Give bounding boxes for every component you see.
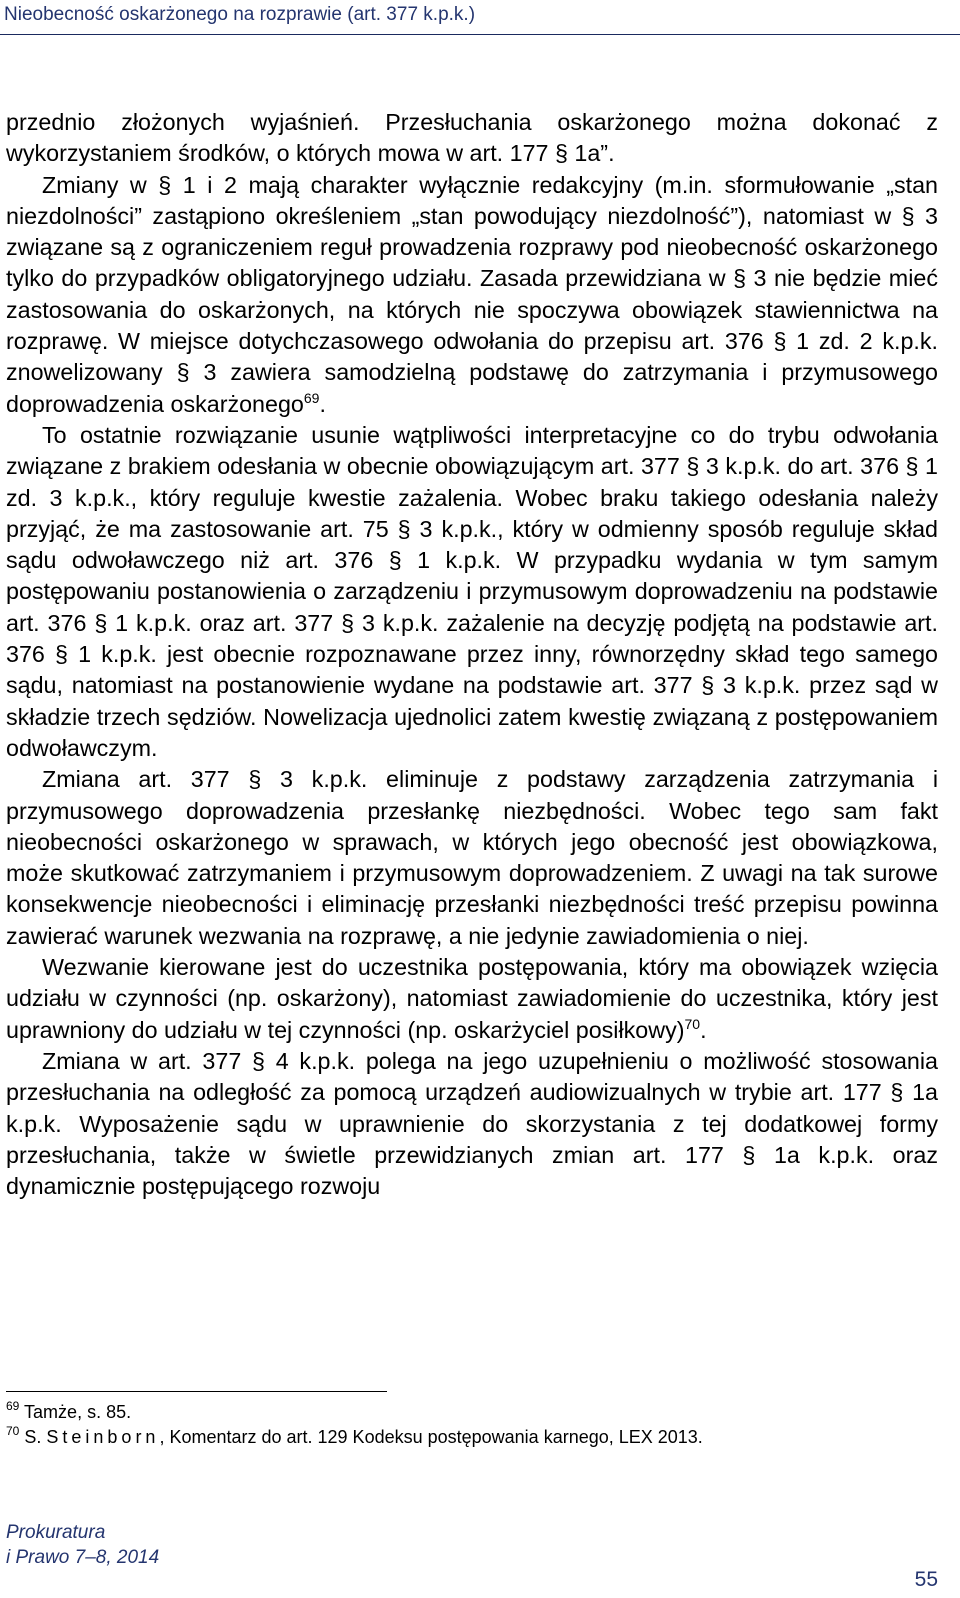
paragraph-2-end: .: [319, 390, 326, 417]
paragraph-5-end: .: [700, 1016, 707, 1043]
body-text: [6, 107, 938, 1202]
footnote-separator: [6, 1391, 387, 1392]
paragraph-3: To ostatnie rozwiązanie usunie wątpliwości interpretacyjne co do trybu odwołania związane z brakiem odesłania w obecnie obowiązującym art. 377 § 3 k.p.k. do art. 376 § 1 zd. 3 k.p.k., który reguluje kwestie zażalenia. Wobec braku takiego odesłania należy przyjąć, że ma zastosowanie art. 75 § 3 k.p.k., który w odmienny sposób reguluje skład sądu odwoławczego niż art. 376 § 1 k.p.k. W przypadku wydania w tym samym postępowaniu postanowienia o zarządzeniu i przymusowym doprowadzeniu na podstawie art. 376 § 1 k.p.k. oraz art. 377 § 3 k.p.k. zażalenie na decyzję podjętą na podstawie art. 376 § 1 k.p.k. jest obecnie rozpoznawane przez inny, równorzędny skład tego samego sądu, natomiast na postanowienie wydane na podstawie art. 377 § 3 k.p.k. przez sąd w składzie trzech sędziów. Nowelizacja ujednolici zatem kwestię związaną z postępowaniem odwoławczym.: [6, 421, 938, 761]
footnote-70-prefix: S.: [24, 1427, 47, 1447]
footnotes: [6, 1400, 938, 1450]
paragraph-6: Zmiana w art. 377 § 4 k.p.k. polega na jego uzupełnieniu o możliwość stosowania przesłuchania na odległość za pomocą urządzeń audiowizualnych w trybie art. 177 § 1a k.p.k. Wyposażenie sądu w uprawnienie do skorzystania z tej dodatkowej formy przesłuchania, także w świetle przewidzianych zmian art. 177 § 1a k.p.k. oraz dynamicznie postępującego rozwoju: [6, 1047, 938, 1200]
paragraph-5: [6, 952, 938, 1046]
footnote-70-number: 70: [6, 1424, 20, 1438]
paragraph-2: [6, 170, 938, 420]
footnote-ref-70: 70: [684, 1015, 701, 1032]
paragraph-1: przednio złożonych wyjaśnień. Przesłuchania oskarżonego można dokonać z wykorzystaniem środków, o których mowa w art. 177 § 1a”.: [6, 109, 938, 167]
running-header: [0, 0, 960, 35]
paragraph-2-text: Zmiany w § 1 i 2 mają charakter wyłącznie redakcyjny (m.in. sformułowanie „stan niezdolności” zastąpiono określeniem „stan powodujący niezdolność”), natomiast w § 3 związane są z ograniczeniem reguł prowadzenia rozprawy pod nieobecność oskarżonego tylko do przypadków obligatoryjnego udziału. Zasada przewidziana w § 3 nie będzie mieć zastosowania do oskarżonych, na których nie spoczywa obowiązek stawiennictwa na rozprawę. W miejsce dotychczasowego odwołania do przepisu art. 376 § 1 zd. 2 k.p.k. znowelizowany § 3 zawiera samodzielną podstawę do zatrzymania i przymusowego doprowadzenia oskarżonego: [6, 171, 938, 417]
footnote-70-author: Steinborn: [46, 1427, 160, 1447]
paragraph-4: Zmiana art. 377 § 3 k.p.k. eliminuje z podstawy zarządzenia zatrzymania i przymusowego doprowadzenia przesłankę niezbędności. Wobec tego sam fakt nieobecności oskarżonego w sprawach, w których jego obecność jest obowiązkowa, może skutkować zatrzymaniem i przymusowym doprowadzeniem. Z uwagi na tak surowe konsekwencje nieobecności i eliminację przesłanki niezbędności treść przepisu powinna zawierać warunek wezwania na rozprawę, a nie jedynie zawiadomienia o niej.: [6, 766, 938, 949]
footnote-69: [6, 1400, 938, 1425]
journal-issue: i Prawo 7–8, 2014: [6, 1547, 160, 1568]
footnote-70-text: , Komentarz do art. 129 Kodeksu postępowania karnego, LEX 2013.: [159, 1427, 703, 1447]
footnote-70: [6, 1425, 938, 1450]
journal-title: Prokuratura: [6, 1522, 106, 1543]
footnote-69-number: 69: [6, 1399, 20, 1413]
page-number: 55: [914, 1568, 938, 1591]
journal-name: [6, 1520, 159, 1570]
footnote-69-text: Tamże, s. 85.: [24, 1402, 132, 1422]
running-title: Nieobecność oskarżonego na rozprawie (art. 377 k.p.k.): [4, 4, 476, 25]
paragraph-5-text: Wezwanie kierowane jest do uczestnika postępowania, który ma obowiązek wzięcia udziału w czynności (np. oskarżony), natomiast zawiadomienie do uczestnika, który jest uprawniony do udziału w tej czynności (np. oskarżyciel posiłkowy): [6, 954, 938, 1043]
footnote-ref-69: 69: [303, 389, 320, 406]
